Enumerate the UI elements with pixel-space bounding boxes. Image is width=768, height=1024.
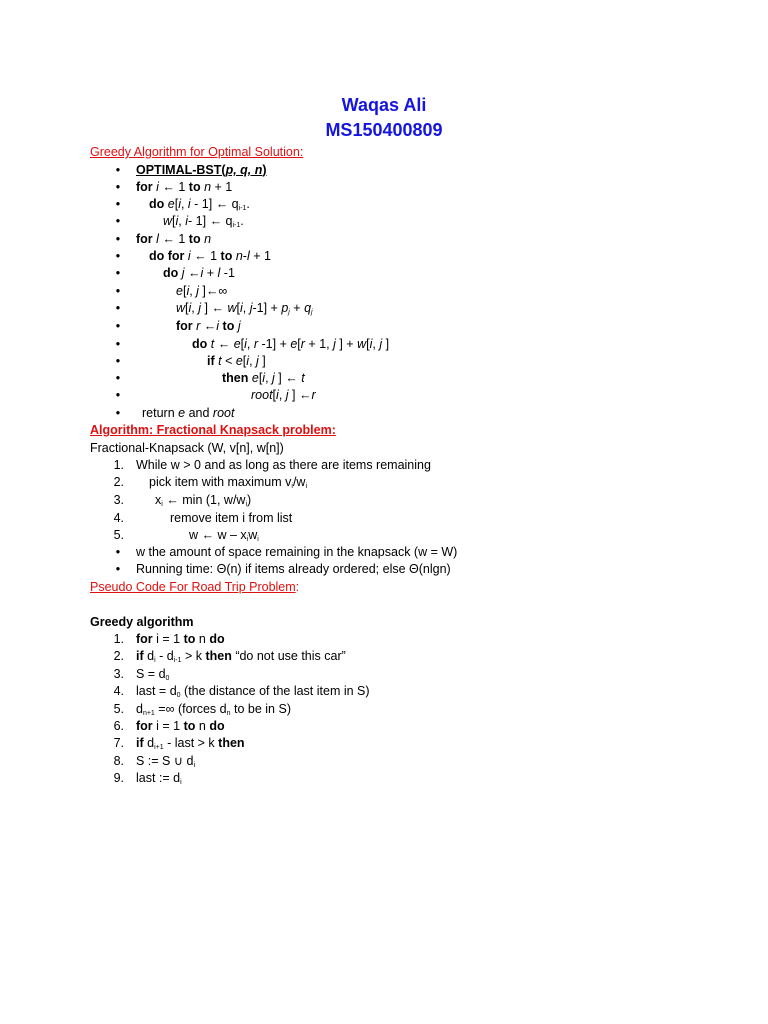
- greedy-subheading: Greedy algorithm: [90, 615, 194, 629]
- author-name: Waqas Ali: [341, 95, 427, 115]
- section3-heading: Pseudo Code For Road Trip Problem:: [90, 580, 300, 594]
- student-id: MS150400809: [325, 120, 443, 140]
- section1-heading: Greedy Algorithm for Optimal Solution:: [90, 145, 304, 159]
- knapsack-signature: Fractional-Knapsack (W, v[n], w[n]): [90, 441, 284, 455]
- document-page: Waqas Ali MS150400809 Greedy Algorithm for Optimal Solution: • OPTIMAL-BST(p, q, n) • for i ← 1 to n + 1 • do e[i, i - 1] ← $q_{i-1}$. • w[i, i- 1] ← $q_{i-1}$. • for l ← 1 to n • do for i ← 1 to n-l + 1 • do j ←i + l -1 • e[i, j ]←∞ • w[i, j ] ← w[i, $j-1] + p_j + q_j$ • for r ←i to j • do t ← e[i, r -1] + e[r + 1, j ] + w[i, j ] • if t < e[i, j ] • then e[i, j ] ← t • root[i, j ] ←r • return e and root Algorithm: Fractional Knapsack problem: Fractional-Knapsack (W, v[n], w[n]) 1. While w > 0 and as long as there are items remaining 2. pick item with maximum $v_i/w_i$ 3. $x_i$ ← min (1, $w/w_i$) 4. remove item i from list 5. w ← w – $x_iw_i$ • w the amount of space remaining in the knapsack (w = W) • Running time: Θ(n) if items already ordered; else Θ(nlgn) Pseudo Code For Road Trip Problem: Greedy algorithm 1. for i = 1 to n do 2. if $d_i - d_{i-1} > k$ then “do not use this car” 3. $S = d_0$ 4. last = $d_0$ (the distance of the last item in S) 5. $d_{n+1}$ =∞ (forces $d_n$ to be in S) 6. for i = 1 to n do 7. if $d_{i+1}$ - last > k then 8. S := S ∪ $d_i$ 9. last := $d_i$: [0, 0, 768, 1024]
- section2-heading: Algorithm: Fractional Knapsack problem:: [90, 423, 336, 437]
